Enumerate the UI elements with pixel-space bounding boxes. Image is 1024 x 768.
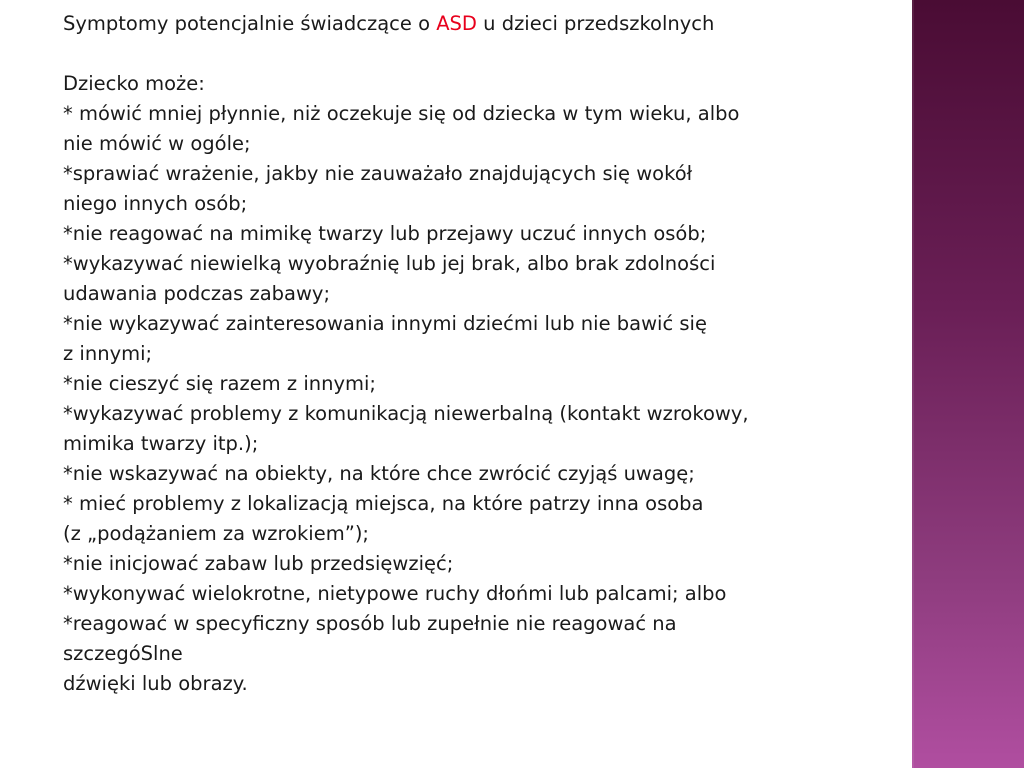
symptom-line-14: * mieć problemy z lokalizacją miejsca, na które patrzy inna osoba [63, 492, 704, 515]
slide-title [63, 9, 893, 39]
symptom-line-11: *wykazywać problemy z komunikacją niewerbalną (kontakt wzrokowy, [63, 402, 749, 425]
symptom-line-17: *wykonywać wielokrotne, nietypowe ruchy dłońmi lub palcami; albo [63, 582, 727, 605]
intro-line: Dziecko może: [63, 72, 205, 95]
symptom-line-4: niego innych osób; [63, 192, 248, 215]
spacer [63, 39, 893, 69]
title-text-after: u dzieci przedszkolnych [476, 12, 715, 35]
symptom-line-12: mimika twarzy itp.); [63, 432, 259, 455]
symptom-line-10: *nie cieszyć się razem z innymi; [63, 372, 376, 395]
symptom-line-16: *nie inicjować zabaw lub przedsięwzięć; [63, 552, 454, 575]
symptom-line-6: *wykazywać niewielką wyobraźnię lub jej brak, albo brak zdolności [63, 252, 716, 275]
symptom-line-13: *nie wskazywać na obiekty, na które chce zwrócić czyjąś uwagę; [63, 462, 695, 485]
symptom-line-8: *nie wykazywać zainteresowania innymi dziećmi lub nie bawić się [63, 312, 707, 335]
symptom-line-19: szczegóSlne [63, 642, 183, 665]
symptom-line-5: *nie reagować na mimikę twarzy lub przejawy uczuć innych osób; [63, 222, 707, 245]
title-accent-asd: ASD [436, 12, 477, 35]
slide-text-body [63, 9, 893, 699]
symptom-line-2: nie mówić w ogóle; [63, 132, 251, 155]
symptom-line-15: (z „podążaniem za wzrokiem”); [63, 522, 370, 545]
symptom-line-18: *reagować w specyficzny sposób lub zupełnie nie reagować na [63, 612, 677, 635]
symptom-line-20: dźwięki lub obrazy. [63, 672, 248, 695]
symptom-line-7: udawania podczas zabawy; [63, 282, 331, 305]
symptom-line-3: *sprawiać wrażenie, jakby nie zauważało znajdujących się wokół [63, 162, 693, 185]
decorative-side-bar [912, 0, 1024, 768]
symptom-line-1: * mówić mniej płynnie, niż oczekuje się od dziecka w tym wieku, albo [63, 102, 740, 125]
symptom-line-9: z innymi; [63, 342, 153, 365]
title-text-before: Symptomy potencjalnie świadczące o [63, 12, 437, 35]
